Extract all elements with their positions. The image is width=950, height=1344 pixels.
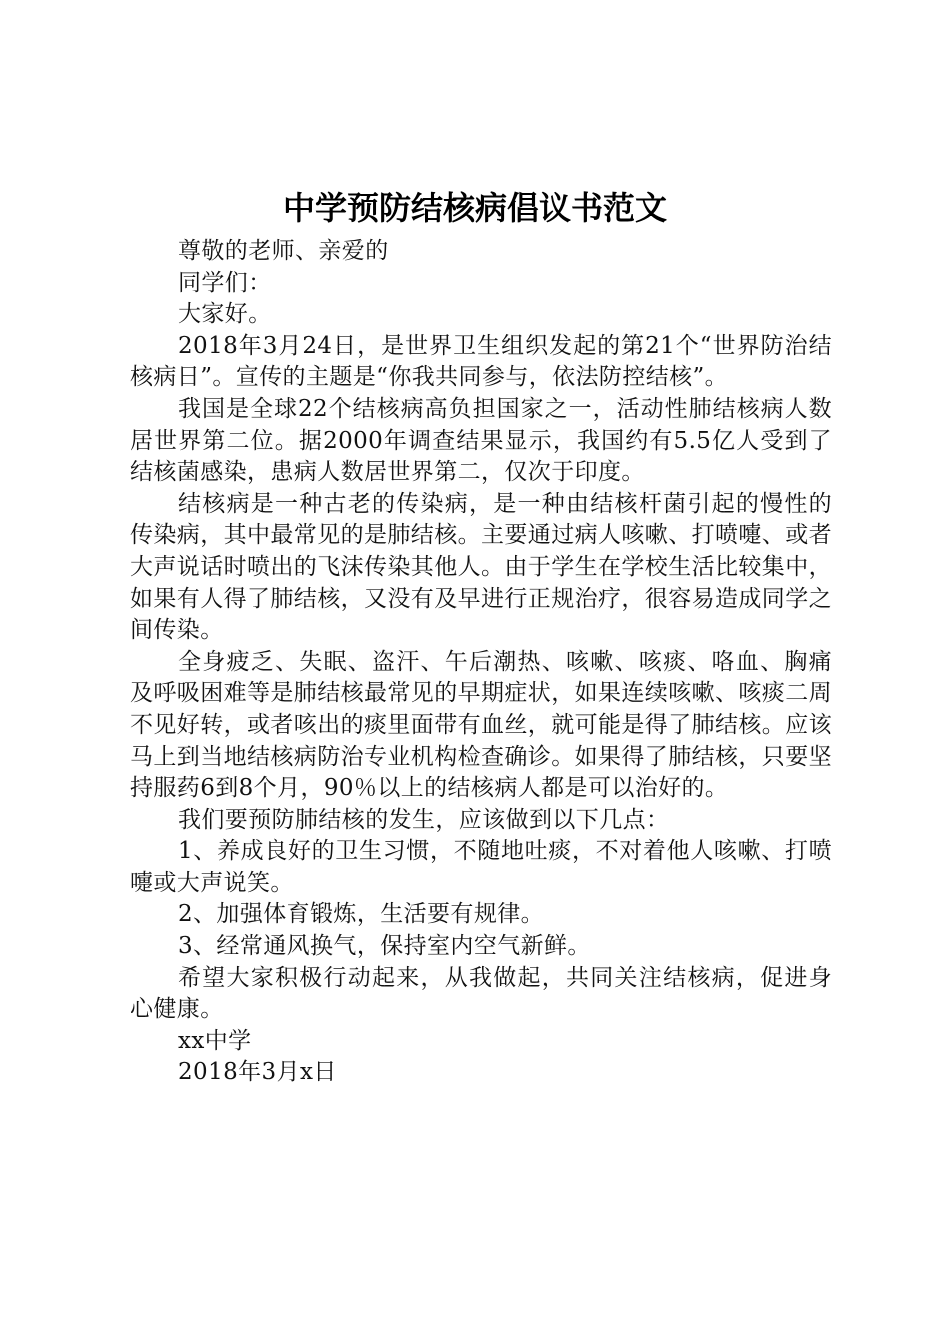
salutation-line-2: 同学们：	[178, 269, 272, 296]
signature-date: 2018年3月x日	[178, 1059, 337, 1086]
paragraph-national-status: 我国是全球22个结核病高负担国家之一，活动性肺结核病人数居世界第二位。据2000年调查结果显示，我国约有5.5亿人受到了结核菌感染，患病人数居世界第二，仅次于印度。	[130, 395, 832, 486]
paragraph-tb-description: 结核病是一种古老的传染病，是一种由结核杆菌引起的慢性的传染病，其中最常见的是肺结核。主要通过病人咳嗽、打喷嚏、或者大声说话时喷出的飞沫传染其他人。由于学生在学校生活比较集中，如果有人得了肺结核，又没有及早进行正规治疗，很容易造成同学之间传染。	[130, 490, 832, 644]
prevention-item-1: 1、养成良好的卫生习惯，不随地吐痰，不对着他人咳嗽、打喷嚏或大声说笑。	[130, 838, 832, 896]
document-title: 中学预防结核病倡议书范文	[282, 189, 667, 227]
paragraph-symptoms: 全身疲乏、失眠、盗汗、午后潮热、咳嗽、咳痰、咯血、胸痛及呼吸困难等是肺结核最常见的早期症状，如果连续咳嗽、咳痰二周不见好转，或者咳出的痰里面带有血丝，就可能是得了肺结核。应该马上到当地结核病防治专业机构检查确诊。如果得了肺结核，只要坚持服药6到8个月，90％以上的结核病人都是可以治好的。	[130, 648, 832, 802]
paragraph-prevention-intro: 我们要预防肺结核的发生，应该做到以下几点：	[178, 806, 670, 833]
signature-school: xx中学	[178, 1027, 252, 1054]
paragraph-closing: 希望大家积极行动起来，从我做起，共同关注结核病，促进身心健康。	[130, 964, 832, 1023]
paragraph-world-tb-day: 2018年3月24日，是世界卫生组织发起的第21个“世界防治结核病日”。宣传的主题是“你我共同参与，依法防控结核”。	[130, 332, 832, 391]
salutation-line-1: 尊敬的老师、亲爱的	[178, 238, 389, 264]
prevention-item-2: 2、加强体育锻炼，生活要有规律。	[178, 901, 545, 928]
document-body	[130, 236, 832, 1089]
greeting: 大家好。	[178, 301, 272, 328]
prevention-item-3: 3、经常通风换气，保持室内空气新鲜。	[178, 933, 591, 960]
